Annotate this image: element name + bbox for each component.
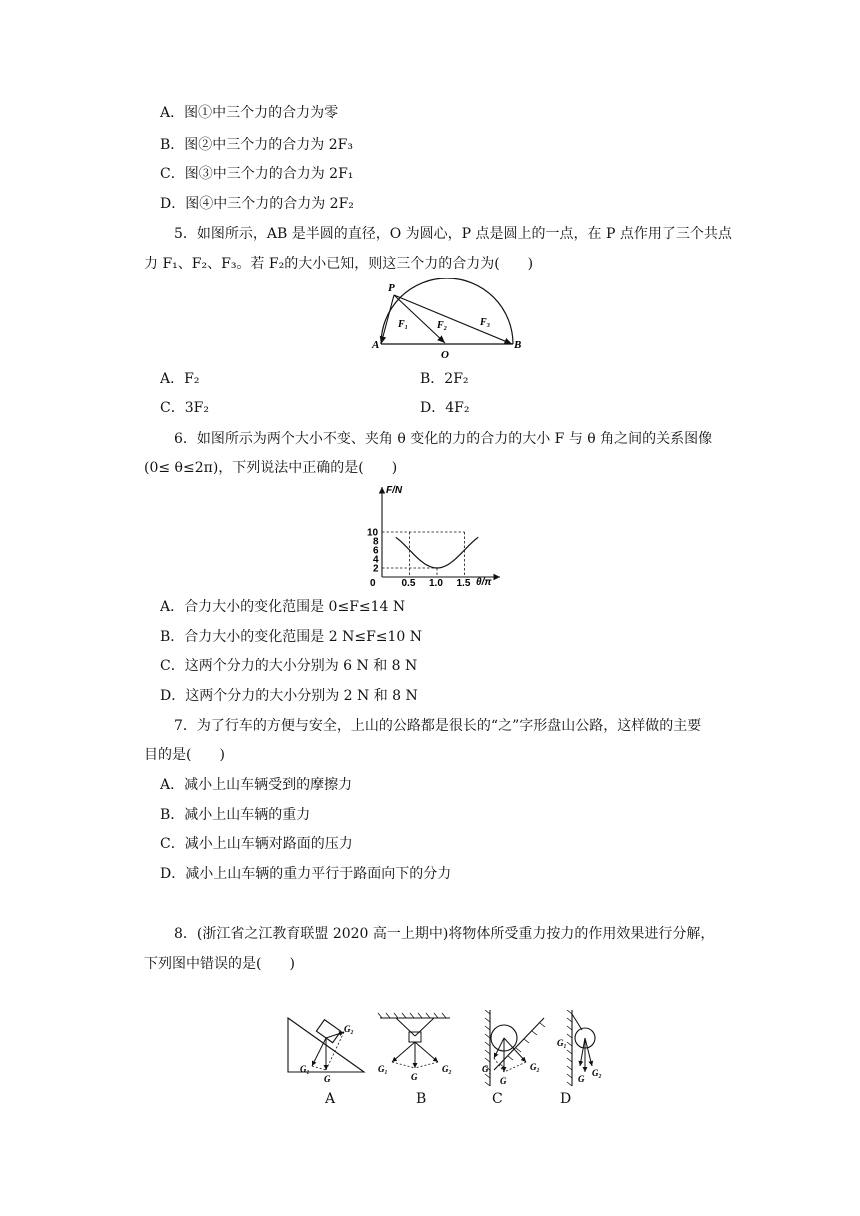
fig-d-g1-label: G₁ [557, 1038, 567, 1048]
q5-stem-line2: 力 F₁、F₂、F₃。若 F₂的大小已知，则这三个力的合力为( ) [144, 256, 534, 272]
q6-option-b: B．合力大小的变化范围是 2 N≤F≤10 N [160, 629, 423, 645]
y-tick-label: 6 [373, 545, 379, 557]
y-tick-label: 2 [373, 563, 379, 575]
fig-c-g2-label: G₂ [530, 1062, 540, 1072]
y-tick-label: 8 [373, 536, 379, 548]
q6-option-a: A．合力大小的变化范围是 0≤F≤14 N [160, 599, 406, 615]
point-a-label: A [372, 339, 380, 351]
x-axis-label: θ/π [476, 577, 492, 587]
force-f1-arrow [381, 295, 394, 344]
q6-force-angle-chart [364, 483, 504, 587]
force-curve [396, 537, 479, 568]
q8-caption-c: C [492, 1091, 503, 1107]
q5-stem-line1: 5．如图所示，AB 是半圆的直径，O 为圆心，P 点是圆上的一点，在 P 点作用了三个共点 [174, 226, 732, 242]
q8-caption-a: A [325, 1091, 336, 1107]
q6-option-d: D．这两个分力的大小分别为 2 N 和 8 N [160, 688, 418, 704]
q5-option-d: D．4F₂ [420, 400, 470, 416]
q5-option-a: A．F₂ [160, 371, 200, 387]
force-f2-label: F₂ [437, 320, 448, 331]
fig-c-g1-label: G₁ [482, 1064, 492, 1074]
q7-option-d: D．减小上山车辆的重力平行于路面向下的分力 [160, 866, 452, 882]
semicircle-arc [381, 278, 513, 344]
y-axis-label: F/N [386, 485, 403, 496]
q7-option-c: C．减小上山车辆对路面的压力 [160, 836, 353, 852]
fig-b-g2-label: G₂ [442, 1064, 452, 1074]
q8-stem-line2: 下列图中错误的是( ) [144, 956, 295, 972]
x-tick-label: 1.0 [429, 578, 443, 587]
q5-option-b: B．2F₂ [420, 371, 469, 387]
q4-option-a: A．图①中三个力的合力为零 [160, 105, 339, 121]
q8-caption-d: D [560, 1091, 572, 1107]
q8-figure-c [482, 1010, 545, 1086]
point-b-label: B [514, 339, 522, 351]
q8-figure-b [378, 1013, 452, 1082]
q5-semicircle-figure [368, 278, 528, 360]
q4-option-d: D．图④中三个力的合力为 2F₂ [160, 196, 354, 212]
q6-stem-line2: (0≤ θ≤2π)，下列说法中正确的是( ) [144, 460, 398, 476]
point-p-label: P [388, 282, 395, 294]
q6-stem-line1: 6．如图所示为两个大小不变、夹角 θ 变化的力的合力的大小 F 与 θ 角之间的关系图像 [174, 431, 713, 447]
fig-a-g1-label: G₁ [300, 1064, 310, 1074]
force-f3-arrow [394, 295, 512, 344]
fig-a-g-label: G [324, 1074, 331, 1084]
fig-d-g-label: G [578, 1074, 585, 1084]
fig-a-g2-label: G₂ [344, 1024, 354, 1034]
q7-option-a: A．减小上山车辆受到的摩擦力 [160, 777, 353, 793]
q4-option-c: C．图③中三个力的合力为 2F₁ [160, 166, 354, 182]
q8-figure-a [288, 1018, 364, 1084]
q7-option-b: B．减小上山车辆的重力 [160, 807, 311, 823]
y-tick-label: 0 [370, 578, 376, 587]
fig-c-g-label: G [500, 1076, 507, 1086]
x-tick-label: 1.5 [456, 578, 471, 587]
q8-figure-d [557, 1010, 602, 1086]
q8-caption-b: B [416, 1091, 427, 1107]
force-f3-label: F₃ [480, 317, 491, 328]
y-tick-label: 4 [373, 554, 379, 566]
fig-d-g2-label: G₂ [592, 1068, 602, 1078]
q8-stem-line1: 8．(浙江省之江教育联盟 2020 高一上期中)将物体所受重力按力的作用效果进行分解， [174, 926, 715, 942]
q6-option-c: C．这两个分力的大小分别为 6 N 和 8 N [160, 658, 418, 674]
q7-stem-line1: 7．为了行车的方便与安全，上山的公路都是很长的“之”字形盘山公路，这样做的主要 [174, 718, 702, 734]
x-tick-label: 0.5 [401, 578, 416, 587]
q4-option-b: B．图②中三个力的合力为 2F₃ [160, 137, 353, 153]
force-f1-label: F₁ [398, 319, 409, 330]
fig-b-g-label: G [411, 1072, 418, 1082]
y-tick-label: 10 [367, 527, 379, 539]
point-o-label: O [441, 349, 449, 360]
fig-b-g1-label: G₁ [378, 1064, 388, 1074]
q5-option-c: C．3F₂ [160, 400, 209, 416]
q7-stem-line2: 目的是( ) [144, 747, 225, 763]
